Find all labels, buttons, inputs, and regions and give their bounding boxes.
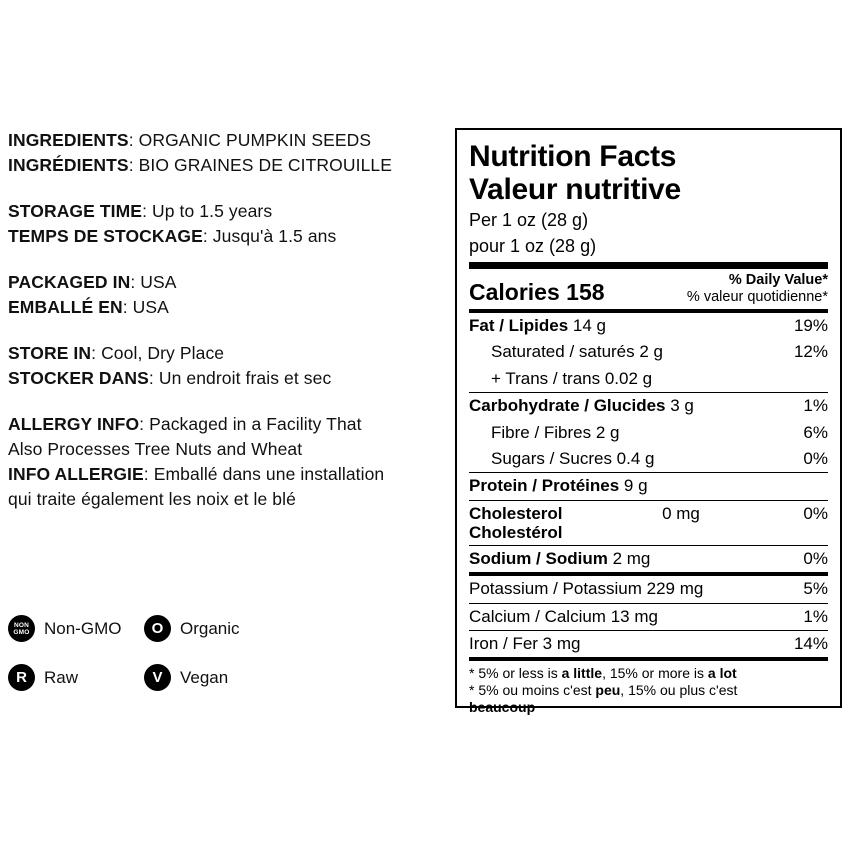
calories-row <box>469 269 828 309</box>
info-line <box>8 366 438 391</box>
daily-value-header-en: % Daily Value* <box>728 272 828 288</box>
nutrient-percent: 0% <box>803 448 828 468</box>
nutrient-name-bold: Sodium / Sodium <box>469 548 608 568</box>
info-line <box>8 341 438 366</box>
nutrient-row-cholesterol <box>469 501 828 545</box>
daily-value-header <box>687 272 828 307</box>
info-value: : Up to 1.5 years <box>142 201 273 221</box>
nutrient-percent: 12% <box>793 342 828 362</box>
info-line <box>8 224 438 249</box>
info-label: TEMPS DE STOCKAGE <box>8 226 203 246</box>
nutrient-name-bold: Fat / Lipides <box>469 316 569 335</box>
info-line <box>8 199 438 224</box>
non-gmo-icon: NON GMO <box>8 615 35 642</box>
nutrient-percent: 0% <box>803 503 828 523</box>
nutrient-row-protein <box>469 473 828 499</box>
badge-vegan <box>144 664 228 691</box>
nutrient-name: Saturated / saturés 2 g <box>491 342 663 362</box>
nutrient-percent: 1% <box>803 396 828 416</box>
info-value: : Jusqu'à 1.5 ans <box>202 226 337 246</box>
nutrient-name: Potassium / Potassium 229 mg <box>469 579 704 599</box>
calories-label: Calories 158 <box>469 279 605 306</box>
nutrient-name <box>469 316 786 336</box>
info-label: ALLERGY INFO <box>8 414 140 434</box>
info-value: qui traite également les noix et le blé <box>8 489 296 509</box>
info-block-storage-time <box>8 199 438 249</box>
info-line <box>8 128 438 153</box>
info-value: : Un endroit frais et sec <box>148 368 332 388</box>
cholesterol-label-en: Cholesterol <box>469 503 563 523</box>
info-value: : Packaged in a Facility That <box>139 414 362 434</box>
serving-size-fr: pour 1 oz (28 g) <box>469 236 597 256</box>
certification-badges <box>8 615 438 713</box>
badge-raw <box>8 664 144 691</box>
nutrient-name: + Trans / trans 0.02 g <box>491 368 653 388</box>
info-value: : Cool, Dry Place <box>91 343 225 363</box>
cholesterol-amount: 0 mg <box>662 503 700 523</box>
info-value: : USA <box>122 297 169 317</box>
nutrient-row-fat <box>469 313 828 339</box>
info-label: INGREDIENTS <box>8 130 129 150</box>
nutrient-row-fibre <box>469 420 828 446</box>
nutrition-title-en: Nutrition Facts <box>469 140 677 173</box>
nutrient-name <box>469 504 658 542</box>
daily-value-header-fr: % valeur quotidienne* <box>686 289 828 305</box>
nutrient-name-bold: Protein / Protéines <box>469 476 620 496</box>
info-line <box>8 270 438 295</box>
nutrient-percent: 6% <box>803 422 828 442</box>
cholesterol-label-fr: Cholestérol <box>469 522 563 542</box>
nutrient-percent: 19% <box>793 316 828 335</box>
info-line <box>8 487 438 512</box>
nutrient-name: Iron / Fer 3 mg <box>469 633 581 653</box>
nutrition-title-fr: Valeur nutritive <box>469 173 681 206</box>
nutrient-row-calcium <box>469 604 828 630</box>
nutrient-name: Fibre / Fibres 2 g <box>491 422 620 442</box>
info-line <box>8 412 438 437</box>
nutrient-amount: 9 g <box>619 476 648 496</box>
nutrient-name <box>469 396 795 416</box>
info-value: Also Processes Tree Nuts and Wheat <box>8 439 303 459</box>
nutrient-amount: 14 g <box>568 316 606 335</box>
info-block-store-in <box>8 341 438 391</box>
badge-non-gmo <box>8 615 144 642</box>
vegan-icon: V <box>144 664 171 691</box>
badge-organic <box>144 615 240 642</box>
badge-label: Organic <box>180 618 240 638</box>
nutrient-amount: 2 mg <box>607 548 651 568</box>
info-block-packaged-in <box>8 270 438 320</box>
nutrient-name: Sugars / Sucres 0.4 g <box>491 448 655 468</box>
raw-icon: R <box>8 664 35 691</box>
nutrient-row-iron <box>469 631 828 657</box>
nutrient-name <box>469 476 820 496</box>
badge-label: Vegan <box>180 667 229 687</box>
nutrient-amount: 3 g <box>665 396 694 416</box>
info-value: : BIO GRAINES DE CITROUILLE <box>128 155 393 175</box>
badge-row <box>8 664 438 691</box>
info-value: : Emballé dans une installation <box>143 464 385 484</box>
nutrient-row-sugars <box>469 446 828 472</box>
nutrient-row-trans <box>469 366 828 392</box>
nutrient-percent: 0% <box>803 548 828 568</box>
info-block-ingredients <box>8 128 438 178</box>
product-info-panel <box>8 128 438 533</box>
nutrient-row-sodium <box>469 546 828 572</box>
info-value: : ORGANIC PUMPKIN SEEDS <box>128 130 372 150</box>
info-value: : USA <box>130 272 177 292</box>
badge-label: Non-GMO <box>44 618 122 638</box>
info-line <box>8 295 438 320</box>
footnote-fr: * 5% ou moins c'est peu, 15% ou plus c'est <box>469 682 738 699</box>
nutrient-name <box>469 549 795 569</box>
info-line <box>8 462 438 487</box>
serving-size-en: Per 1 oz (28 g) <box>469 210 589 230</box>
nutrient-row-carbohydrate <box>469 393 828 419</box>
nutrient-percent: 14% <box>793 633 828 653</box>
nutrition-facts-panel <box>455 128 842 716</box>
organic-icon: O <box>144 615 171 642</box>
info-label: INGRÉDIENTS <box>8 155 129 175</box>
nutrient-row-saturated <box>469 339 828 365</box>
info-line <box>8 437 438 462</box>
nutrient-name-bold: Carbohydrate / Glucides <box>469 396 666 416</box>
info-label: INFO ALLERGIE <box>8 464 144 484</box>
info-label: STORE IN <box>8 343 92 363</box>
divider-thick <box>469 262 828 269</box>
nutrient-name: Calcium / Calcium 13 mg <box>469 606 658 626</box>
badge-row <box>8 615 438 642</box>
nutrient-row-potassium <box>469 576 828 602</box>
info-label: PACKAGED IN <box>8 272 131 292</box>
footnote-fr-cont: beaucoup <box>469 699 536 716</box>
info-line <box>8 153 438 178</box>
daily-value-footnote <box>469 661 828 716</box>
info-label: STORAGE TIME <box>8 201 143 221</box>
info-label: EMBALLÉ EN <box>8 297 123 317</box>
info-label: STOCKER DANS <box>8 368 149 388</box>
footnote-en: * 5% or less is a little, 15% or more is a lot <box>469 665 737 682</box>
info-block-allergy-info <box>8 412 438 512</box>
badge-label: Raw <box>44 667 79 687</box>
nutrient-percent: 1% <box>803 606 828 626</box>
nutrient-percent: 5% <box>803 579 828 599</box>
